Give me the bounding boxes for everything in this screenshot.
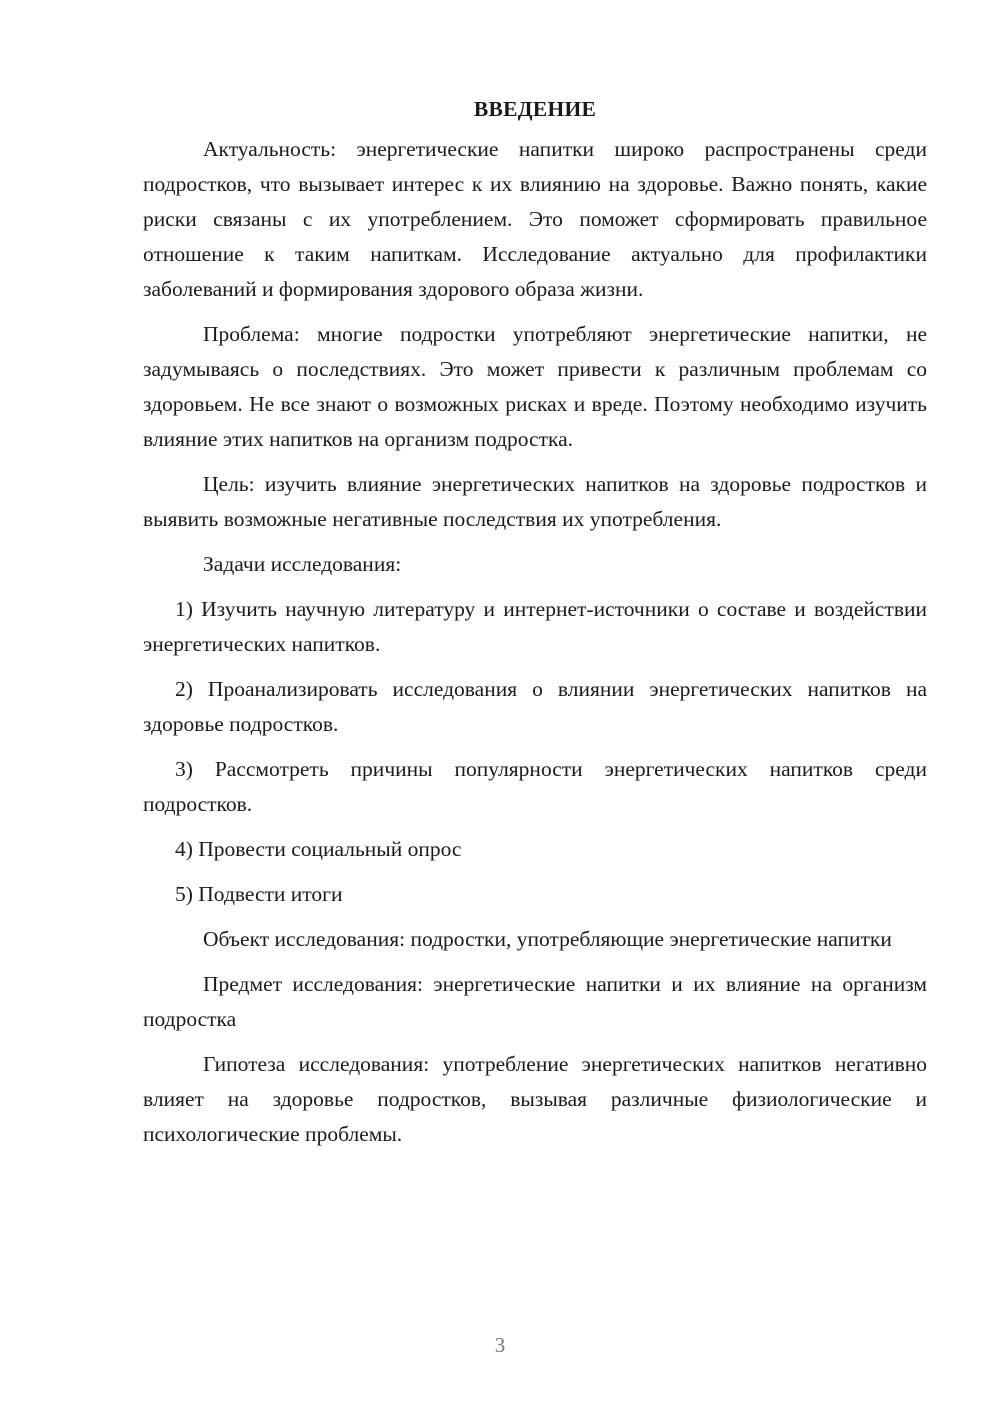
- page-number: 3: [494, 1333, 506, 1357]
- task-item-3: 3) Рассмотреть причины популярности энергетических напитков среди подростков.: [143, 757, 927, 816]
- task-item-1: 1) Изучить научную литературу и интернет-источники о составе и воздействии энергетических напитков.: [143, 597, 927, 656]
- paragraph-object: Объект исследования: подростки, употребляющие энергетические напитки: [203, 927, 892, 951]
- task-item-4: 4) Провести социальный опрос: [175, 837, 462, 861]
- paragraph-tasks-heading: Задачи исследования:: [203, 552, 402, 576]
- document-title: ВВЕДЕНИЕ: [473, 97, 597, 121]
- task-item-5: 5) Подвести итоги: [175, 882, 343, 906]
- paragraph-subject: Предмет исследования: энергетические напитки и их влияние на организм подростка: [143, 972, 927, 1031]
- paragraph-goal: Цель: изучить влияние энергетических напитков на здоровье подростков и выявить возможные негативные последствия их употребления.: [143, 472, 927, 531]
- paragraph-relevance: Актуальность: энергетические напитки широко распространены среди подростков, что вызывает интерес к их влиянию на здоровье. Важно понять, какие риски связаны с их употреблением. Это поможет сформировать правильное отношение к таким напиткам. Исследование актуально для профилактики заболеваний и формирования здорового образа жизни.: [143, 137, 927, 301]
- paragraph-problem: Проблема: многие подростки употребляют энергетические напитки, не задумываясь о последствиях. Это может привести к различным проблемам со здоровьем. Не все знают о возможных рисках и вреде. Поэтому необходимо изучить влияние этих напитков на организм подростка.: [143, 322, 927, 451]
- task-item-2: 2) Проанализировать исследования о влиянии энергетических напитков на здоровье подростков.: [143, 677, 927, 736]
- document-page: [143, 92, 927, 1162]
- paragraph-hypothesis: Гипотеза исследования: употребление энергетических напитков негативно влияет на здоровье подростков, вызывая различные физиологические и психологические проблемы.: [143, 1052, 927, 1146]
